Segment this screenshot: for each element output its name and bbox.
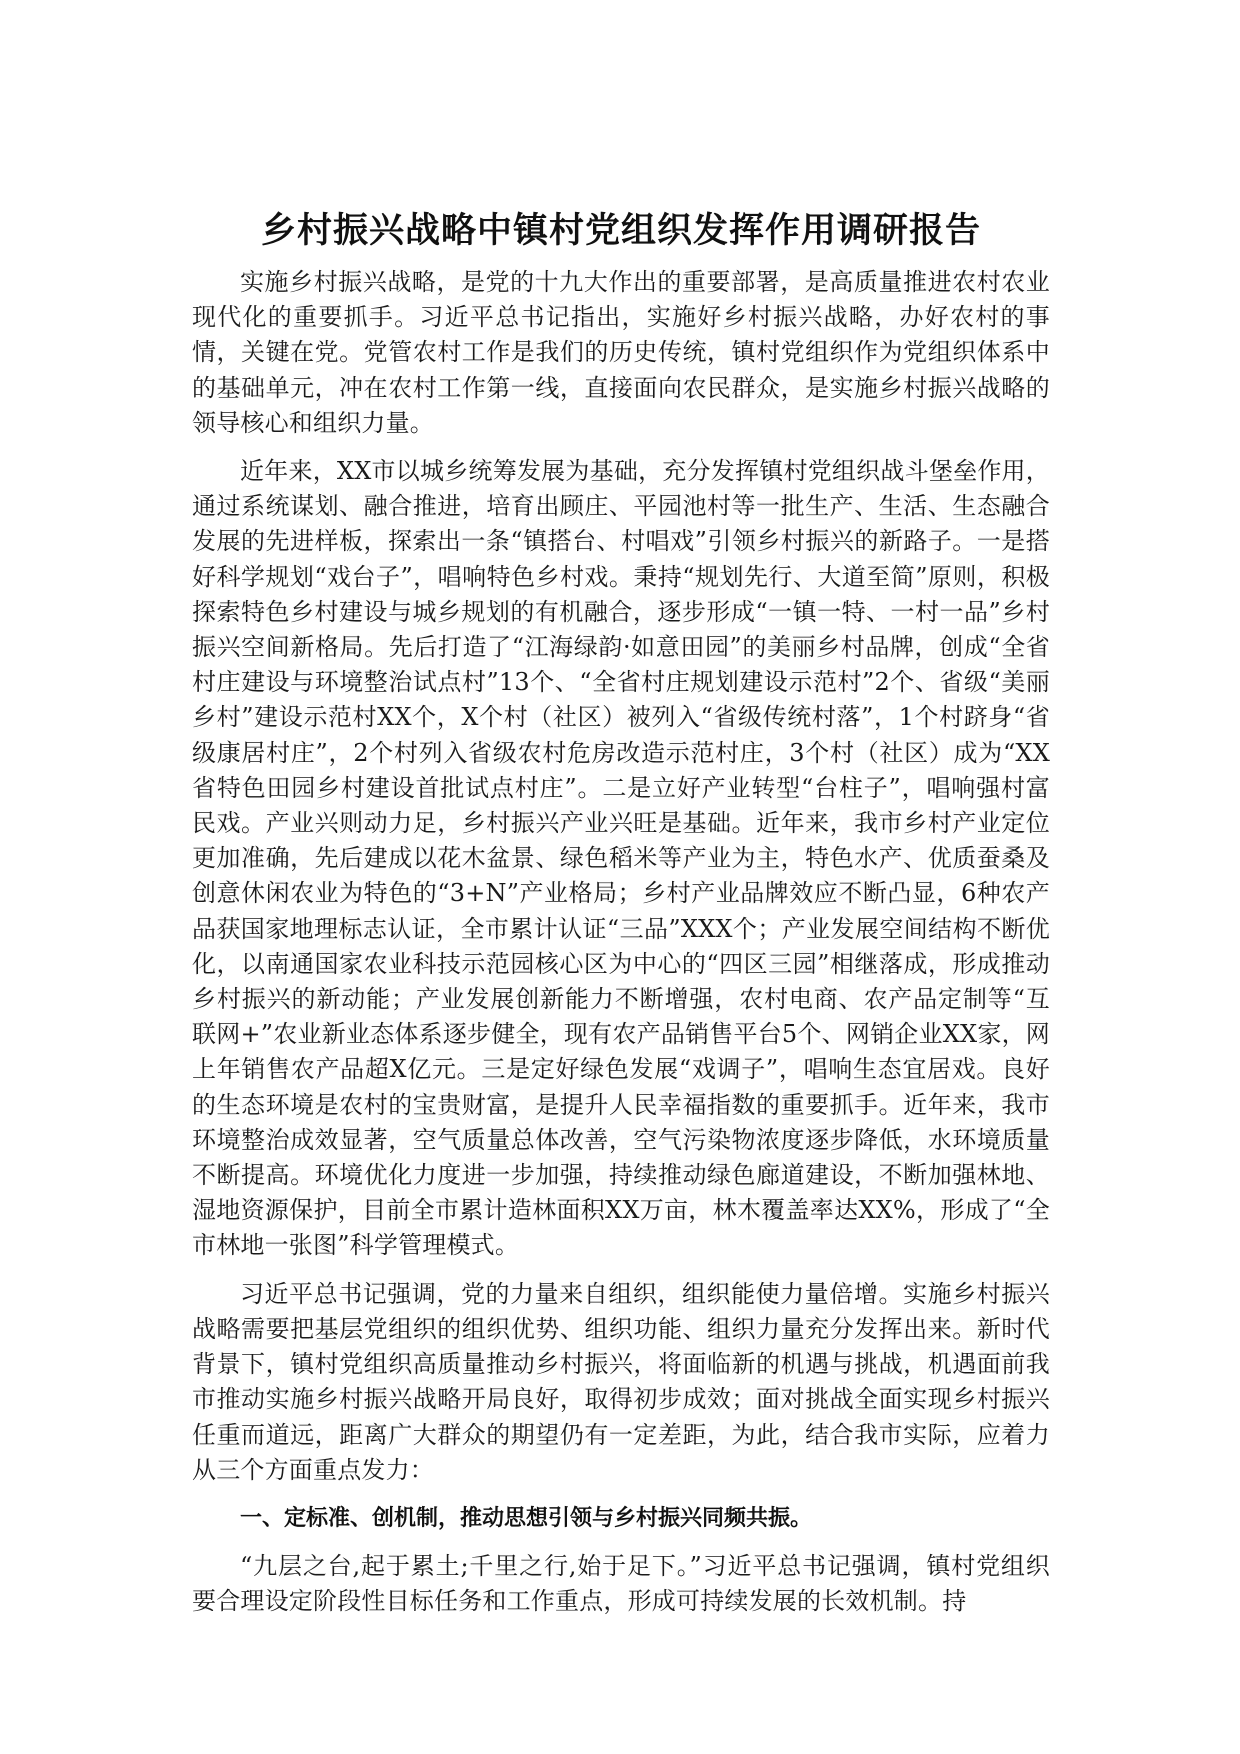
section-1-paragraph: “九层之台,起于累土;千里之行,始于足下。”习近平总书记强调，镇村党组织要合理设定阶段性目标任务和工作重点，形成可持续发展的长效机制。持 — [192, 1551, 1050, 1616]
document-page — [192, 205, 1050, 1632]
achievements-paragraph: 近年来，XX市以城乡统筹发展为基础，充分发挥镇村党组织战斗堡垒作用，通过系统谋划、融合推进，培育出顾庄、平园池村等一批生产、生活、生态融合发展的先进样板，探索出一条“镇搭台、村唱戏”引领乡村振兴的新路子。一是搭好科学规划“戏台子”，唱响特色乡村戏。秉持“规划先行、大道至简”原则，积极探索特色乡村建设与城乡规划的有机融合，逐步形成“一镇一特、一村一品”乡村振兴空间新格局。先后打造了“江海绿韵·如意田园”的美丽乡村品牌，创成“全省村庄建设与环境整治试点村”13个、“全省村庄规划建设示范村”2个、省级“美丽乡村”建设示范村XX个，X个村（社区）被列入“省级传统村落”，1个村跻身“省级康居村庄”，2个村列入省级农村危房改造示范村庄，3个村（社区）成为“XX省特色田园乡村建设首批试点村庄”。二是立好产业转型“台柱子”，唱响强村富民戏。产业兴则动力足，乡村振兴产业兴旺是基础。近年来，我市乡村产业定位更加准确，先后建成以花木盆景、绿色稻米等产业为主，特色水产、优质蚕桑及创意休闲农业为特色的“3+N”产业格局；乡村产业品牌效应不断凸显，6种农产品获国家地理标志认证，全市累计认证“三品”XXX个；产业发展空间结构不断优化，以南通国家农业科技示范园核心区为中心的“四区三园”相继落成，形成推动乡村振兴的新动能；产业发展创新能力不断增强，农村电商、农产品定制等“互联网+”农业新业态体系逐步健全，现有农产品销售平台5个、网销企业XX家，网上年销售农产品超X亿元。三是定好绿色发展“戏调子”，唱响生态宜居戏。良好的生态环境是农村的宝贵财富，是提升人民幸福指数的重要抓手。近年来，我市环境整治成效显著，空气质量总体改善，空气污染物浓度逐步降低，水环境质量不断提高。环境优化力度进一步加强，持续推动绿色廊道建设，不断加强林地、湿地资源保护，目前全市累计造林面积XX万亩，林木覆盖率达XX%，形成了“全市林地一张图”科学管理模式。 — [192, 457, 1050, 1260]
document-title: 乡村振兴战略中镇村党组织发挥作用调研报告 — [260, 211, 981, 251]
challenges-paragraph: 习近平总书记强调，党的力量来自组织，组织能使力量倍增。实施乡村振兴战略需要把基层党组织的组织优势、组织功能、组织力量充分发挥出来。新时代背景下，镇村党组织高质量推动乡村振兴，将面临新的机遇与挑战，机遇面前我市推动实施乡村振兴战略开局良好，取得初步成效；面对挑战全面实现乡村振兴任重而道远，距离广大群众的期望仍有一定差距，为此，结合我市实际，应着力从三个方面重点发力： — [192, 1279, 1050, 1484]
intro-paragraph: 实施乡村振兴战略，是党的十九大作出的重要部署，是高质量推进农村农业现代化的重要抓手。习近平总书记指出，实施好乡村振兴战略，办好农村的事情，关键在党。党管农村工作是我们的历史传统，镇村党组织作为党组织体系中的基础单元，冲在农村工作第一线，直接面向农民群众，是实施乡村振兴战略的领导核心和组织力量。 — [192, 268, 1050, 437]
section-heading-1: 一、定标准、创机制，推动思想引领与乡村振兴同频共振。 — [240, 1505, 813, 1531]
